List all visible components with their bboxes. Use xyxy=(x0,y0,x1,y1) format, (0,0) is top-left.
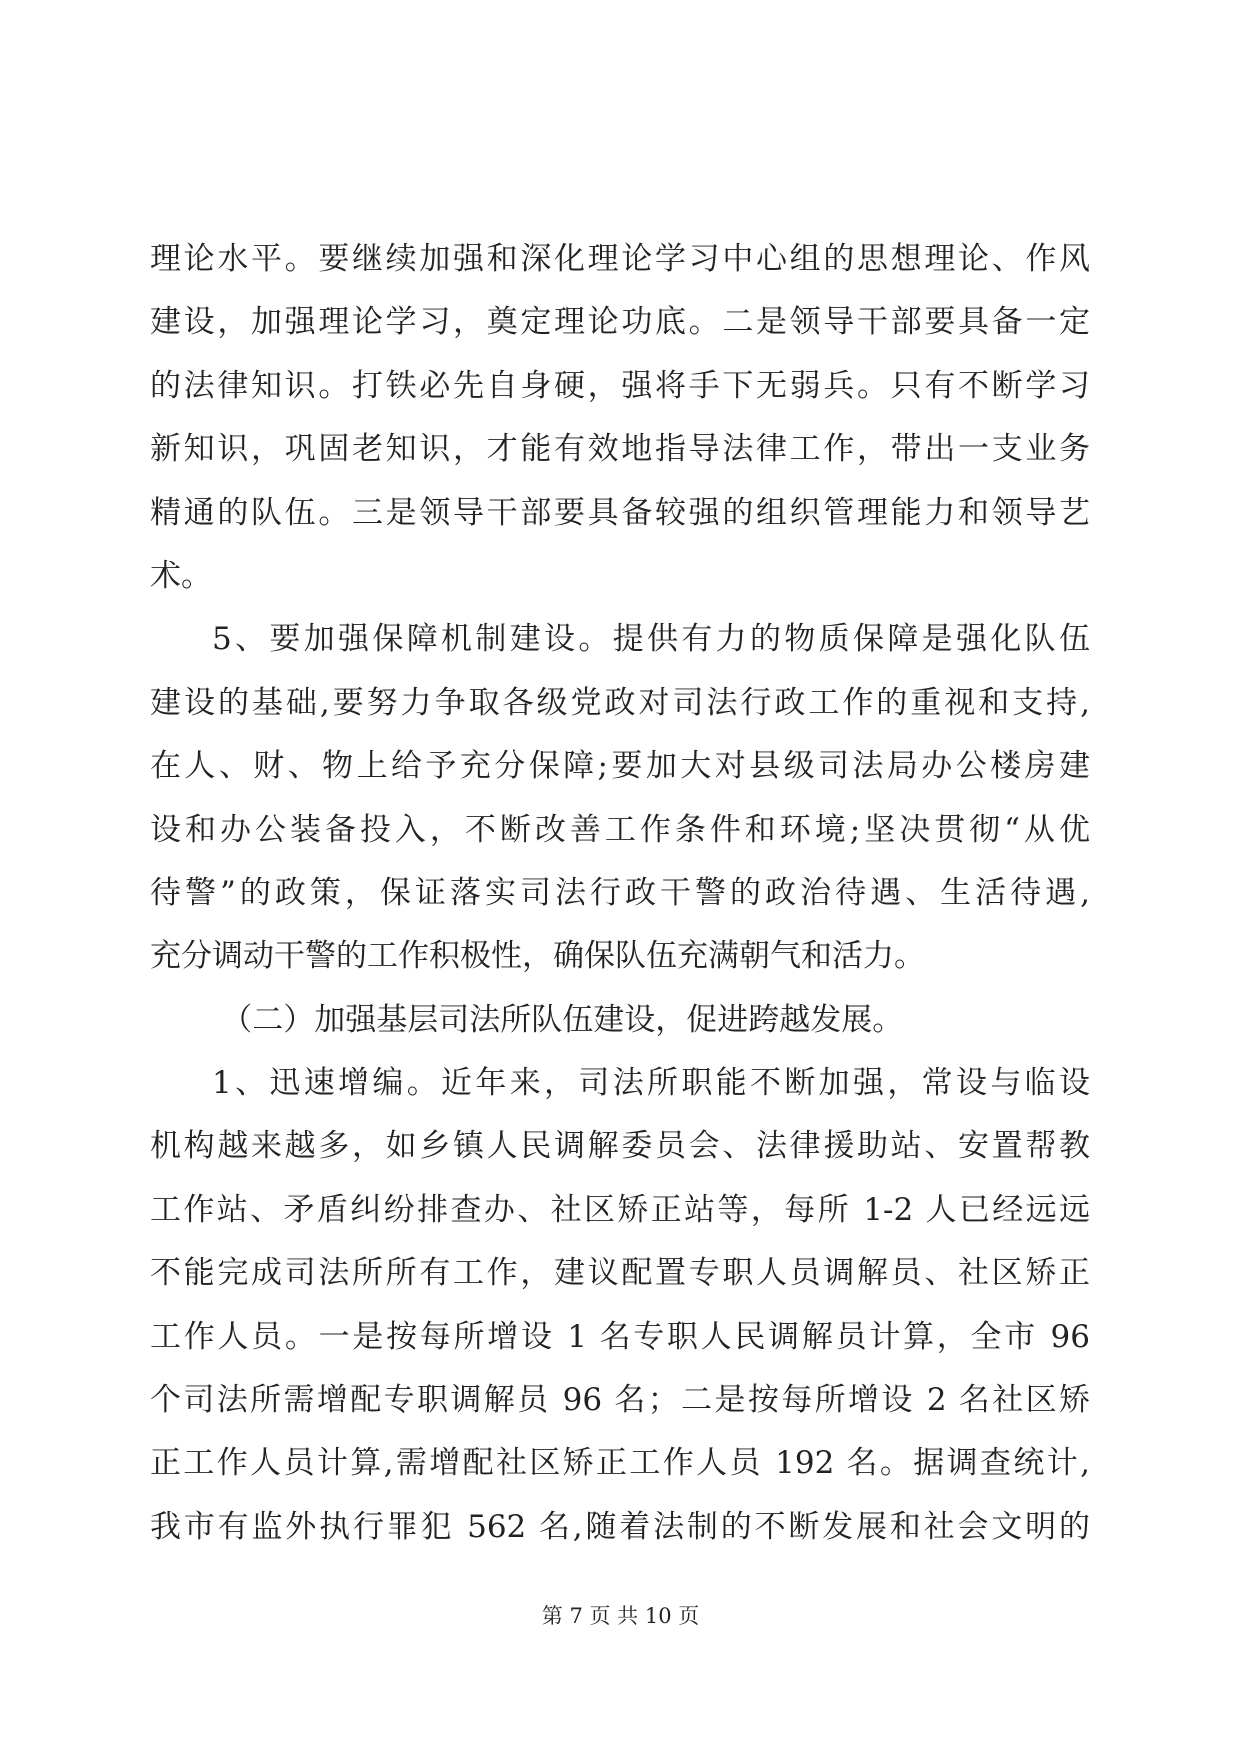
text-line: 精通的队伍。三是领导干部要具备较强的组织管理能力和领导艺 xyxy=(150,494,1090,531)
text-line: 个司法所需增配专职调解员 96 名；二是按每所增设 2 名社区矫 xyxy=(150,1382,1090,1419)
text-line: 建设，加强理论学习，奠定理论功底。二是领导干部要具备一定 xyxy=(150,304,1090,341)
document-body xyxy=(150,228,1090,1559)
text-line: 5、要加强保障机制建设。提供有力的物质保障是强化队伍 xyxy=(212,621,1090,658)
text-line: 1、迅速增编。近年来，司法所职能不断加强，常设与临设 xyxy=(212,1065,1090,1102)
text-line: 新知识，巩固老知识，才能有效地指导法律工作，带出一支业务 xyxy=(150,431,1090,468)
text-line: 理论水平。要继续加强和深化理论学习中心组的思想理论、作风 xyxy=(150,241,1090,277)
text-line: 不能完成司法所所有工作，建议配置专职人员调解员、社区矫正 xyxy=(150,1255,1090,1292)
text-line: 充分调动干警的工作积极性，确保队伍充满朝气和活力。 xyxy=(150,938,925,975)
text-line: 术。 xyxy=(150,557,212,594)
text-line: 建设的基础,要努力争取各级党政对司法行政工作的重视和支持, xyxy=(150,684,1090,721)
text-line: 工作站、矛盾纠纷排查办、社区矫正站等，每所 1-2 人已经远远 xyxy=(150,1191,1090,1228)
text-line: 工作人员。一是按每所增设 1 名专职人民调解员计算，全市 96 xyxy=(150,1318,1090,1355)
text-line: 我市有监外执行罪犯 562 名,随着法制的不断发展和社会文明的 xyxy=(150,1508,1090,1545)
text-line: 设和办公装备投入，不断改善工作条件和环境;坚决贯彻“从优 xyxy=(150,811,1090,848)
text-line: 在人、财、物上给予充分保障;要加大对县级司法局办公楼房建 xyxy=(150,748,1090,785)
text-line: 待警”的政策，保证落实司法行政干警的政治待遇、生活待遇, xyxy=(150,874,1090,911)
page-footer: 第 7 页 共 10 页 xyxy=(541,1604,700,1628)
text-line: 正工作人员计算,需增配社区矫正工作人员 192 名。据调查统计, xyxy=(150,1445,1090,1482)
text-line: 的法律知识。打铁必先自身硬，强将手下无弱兵。只有不断学习 xyxy=(150,367,1090,404)
text-line: （二）加强基层司法所队伍建设，促进跨越发展。 xyxy=(221,1001,904,1038)
text-line: 机构越来越多，如乡镇人民调解委员会、法律援助站、安置帮教 xyxy=(150,1128,1090,1165)
